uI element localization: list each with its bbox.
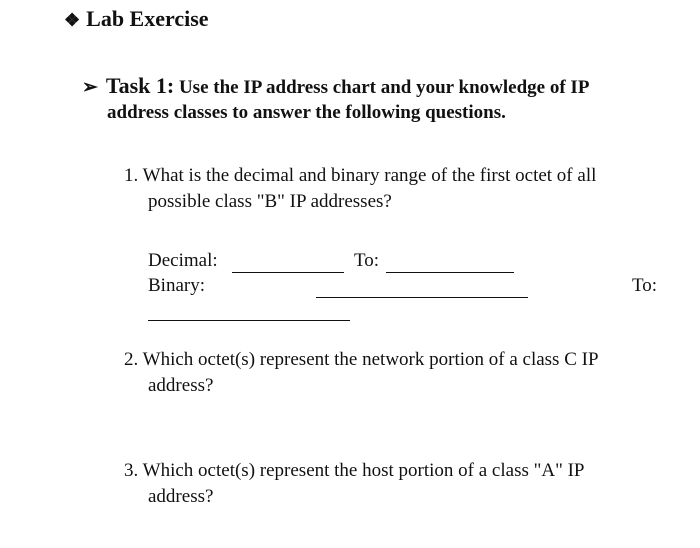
binary-to-label: To: xyxy=(632,275,658,296)
decimal-from-blank[interactable] xyxy=(232,272,344,273)
arrow-bullet-icon: ➢ xyxy=(82,77,98,98)
task-header xyxy=(82,72,589,101)
decimal-label: Decimal: xyxy=(148,250,218,271)
diamond-bullet-icon: ❖ xyxy=(64,10,81,30)
question-1-line2: possible class "B" IP addresses? xyxy=(148,191,392,212)
binary-label: Binary: xyxy=(148,275,205,296)
binary-to-blank[interactable] xyxy=(148,320,350,321)
decimal-to-blank[interactable] xyxy=(386,272,514,273)
question-2-line2: address? xyxy=(148,375,214,396)
task-instruction-line1: Use the IP address chart and your knowledge of IP xyxy=(178,77,590,98)
task-instruction-line2: address classes to answer the following questions. xyxy=(107,102,506,123)
decimal-to-label: To: xyxy=(354,250,380,271)
question-3-line2: address? xyxy=(148,486,214,507)
task-name: Task 1: xyxy=(105,73,175,98)
question-1-line1: 1. What is the decimal and binary range of the first octet of all xyxy=(124,165,597,186)
section-heading xyxy=(64,6,209,32)
question-2-line1: 2. Which octet(s) represent the network portion of a class C IP xyxy=(124,349,599,370)
binary-from-blank[interactable] xyxy=(316,297,528,298)
question-3-line1: 3. Which octet(s) represent the host portion of a class "A" IP xyxy=(124,460,585,481)
section-title: Lab Exercise xyxy=(86,6,209,31)
